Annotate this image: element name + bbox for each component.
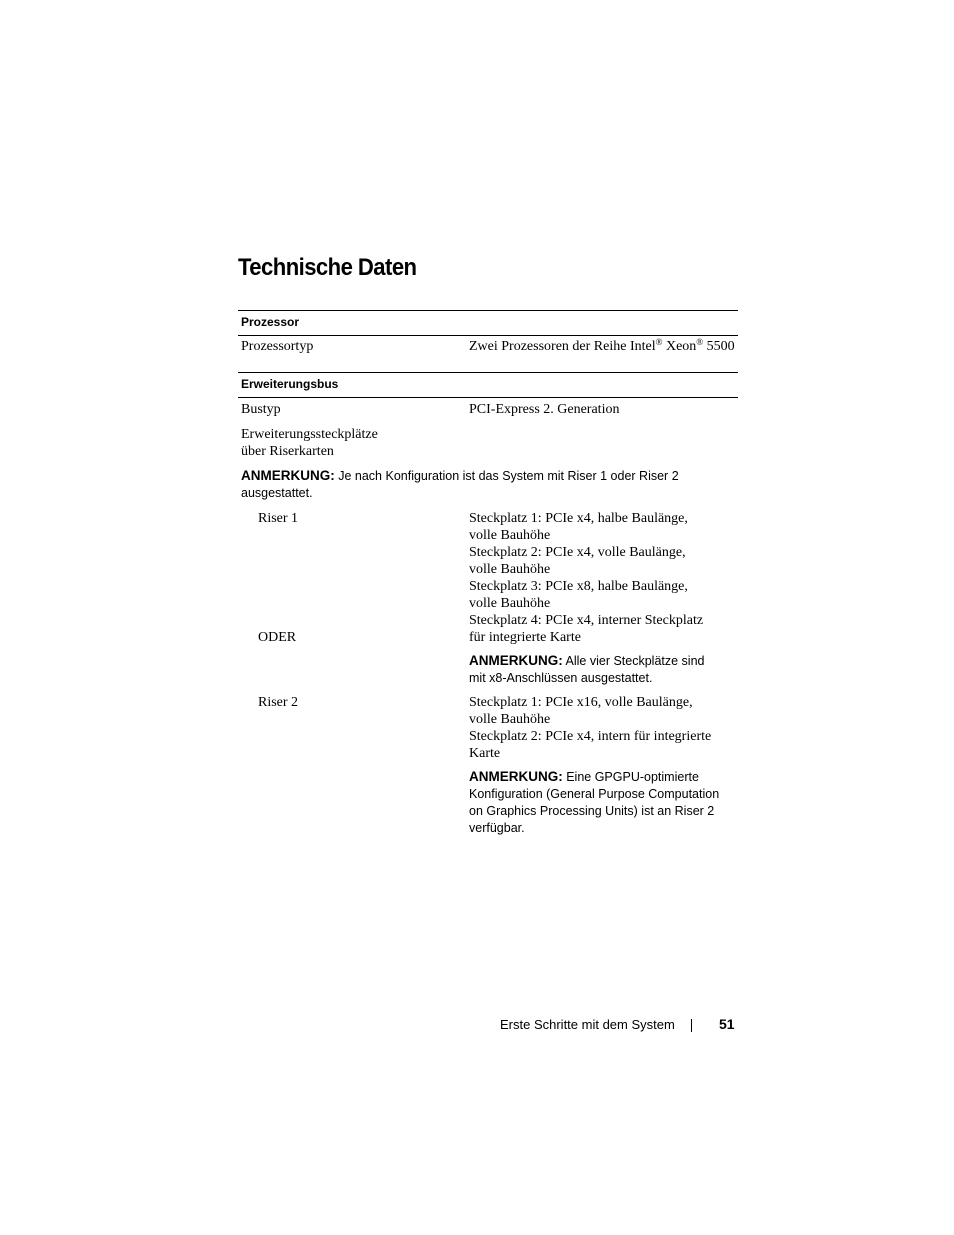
note-gpgpu-configuration: ANMERKUNG: Eine GPGPU-optimierte Konfiguration (General Purpose Computation on Graphics Processing Units) ist an Riser 2 verfügbar. [469, 769, 720, 835]
row-label-bustyp: Bustyp [241, 402, 281, 417]
note-x8-connectors: ANMERKUNG: Alle vier Steckplätze sind mit x8-Anschlüssen ausgestattet. [469, 653, 705, 685]
page-title: Technische Daten [238, 254, 417, 281]
section-heading-prozessor: Prozessor [241, 315, 300, 329]
footer-separator [691, 1019, 692, 1032]
row-value-prozessortyp: Zwei Prozessoren der Reihe Intel® Xeon® 5500 [469, 337, 735, 354]
section-heading-erweiterungsbus: Erweiterungsbus [241, 377, 339, 391]
table-top-rule [238, 310, 738, 311]
row-value-riser-1: Steckplatz 1: PCIe x4, halbe Baulänge, volle Bauhöhe Steckplatz 2: PCIe x4, volle Baulänge, volle Bauhöhe Steckplatz 3: PCIe x8, halbe Baulänge, volle Bauhöhe Steckplatz 4: PCIe x4, interner Steckplatz für integrierte Karte [469, 511, 704, 645]
footer-chapter-title: Erste Schritte mit dem System [500, 1017, 675, 1032]
row-label-riser-1: Riser 1 [258, 511, 299, 526]
row-value-riser-2: Steckplatz 1: PCIe x16, volle Baulänge, volle Bauhöhe Steckplatz 2: PCIe x4, intern für integrierte Karte [469, 695, 712, 761]
row-value-bustyp: PCI-Express 2. Generation [469, 402, 620, 417]
section-rule [238, 372, 738, 373]
note-riser-configuration: ANMERKUNG: Je nach Konfiguration ist das System mit Riser 1 oder Riser 2 ausgestattet. [241, 468, 679, 500]
footer-page-number: 51 [719, 1016, 735, 1032]
section-rule [238, 397, 738, 398]
row-label-erweiterungssteckplaetze: Erweiterungssteckplätze über Riserkarten [241, 427, 378, 459]
section-rule [238, 335, 738, 336]
row-label-riser-2: Riser 2 [258, 695, 299, 710]
row-label-prozessortyp: Prozessortyp [241, 339, 314, 354]
row-label-oder: ODER [258, 630, 297, 645]
